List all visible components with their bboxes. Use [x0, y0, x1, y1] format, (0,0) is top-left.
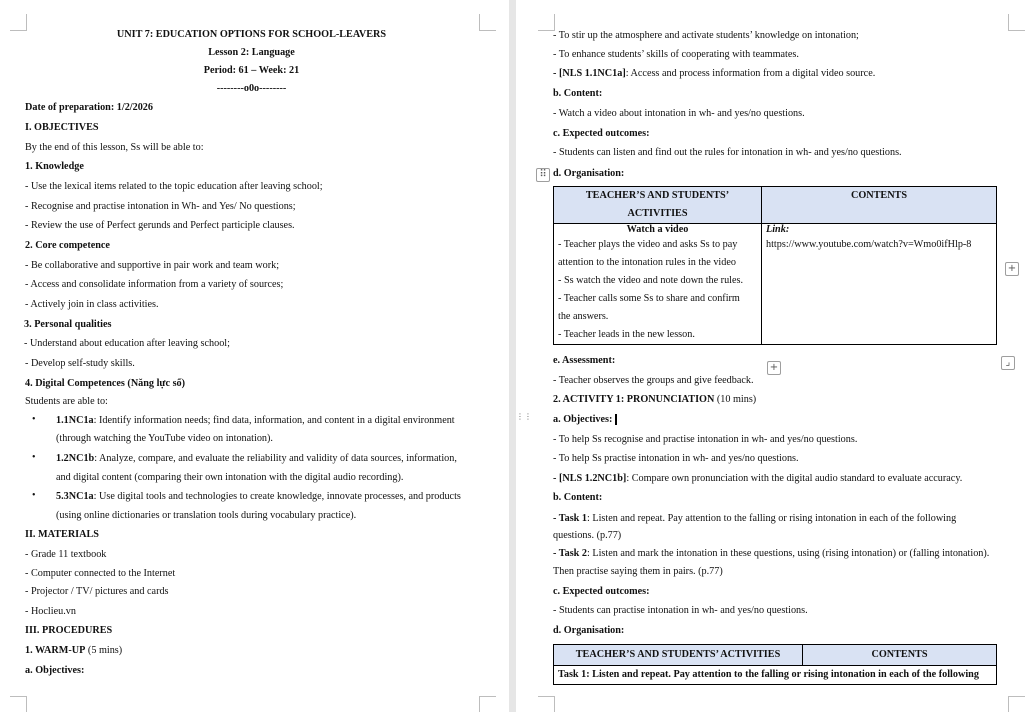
procedures-heading: III. PROCEDURES	[25, 625, 113, 636]
bullet-icon: •	[32, 414, 36, 425]
document-title: UNIT 7: EDUCATION OPTIONS FOR SCHOOL-LEAVERS	[116, 29, 387, 40]
warmup-objectives-heading: a. Objectives:	[25, 665, 85, 676]
core-item: - Be collaborative and supportive in pair work and team work;	[25, 260, 280, 271]
table-header-activities: TEACHER’S AND STUDENTS’ ACTIVITIES	[554, 187, 762, 224]
document-page-left	[0, 0, 509, 712]
objectives-heading: I. OBJECTIVES	[25, 122, 99, 133]
outcomes-heading: c. Expected outcomes:	[553, 586, 650, 597]
table-row-task1[interactable]: Task 1: Listen and repeat. Pay attention to the falling or rising intonation in each of the following	[554, 666, 997, 685]
table-cell-contents[interactable]: Link: https://www.youtube.com/watch?v=Wmo0ifHlp-8	[762, 224, 997, 345]
table-header-activities: TEACHER’S AND STUDENTS’ ACTIVITIES	[554, 645, 803, 666]
table-header-contents: CONTENTS	[762, 187, 997, 224]
knowledge-item: - Review the use of Perfect gerunds and Perfect participle clauses.	[25, 220, 295, 231]
warmup-heading: 1. WARM-UP (5 mins)	[25, 645, 123, 656]
objective-item: - To enhance students’ skills of cooperating with teammates.	[553, 49, 799, 60]
add-row-button[interactable]: +	[767, 361, 781, 375]
objective-item: - To stir up the atmosphere and activate students’ knowledge on intonation;	[553, 30, 859, 41]
materials-item: - Grade 11 textbook	[25, 549, 107, 560]
margin-corner-mark	[538, 696, 555, 712]
personal-item: - Develop self-study skills.	[25, 358, 135, 369]
digital-item-cont: and digital content (comparing their own intonation with the digital audio recording).	[56, 472, 404, 483]
materials-heading: II. MATERIALS	[25, 529, 99, 540]
task1-item: - Task 1: Listen and repeat. Pay attention to the falling or rising intonation in each of the following	[553, 513, 957, 524]
preparation-date: Date of preparation: 1/2/2026	[25, 102, 153, 113]
nls-objective: - [NLS 1.1NC1a]: Access and process information from a digital video source.	[553, 68, 876, 79]
drag-handle-icon[interactable]: ⋮⋮	[516, 411, 530, 435]
digital-item-cont: (through watching the YouTube video on intonation).	[56, 433, 273, 444]
margin-corner-mark	[10, 696, 27, 712]
lesson-title: Lesson 2: Language	[208, 47, 295, 58]
organisation-table-2	[553, 644, 997, 685]
activity1-objectives-heading[interactable]: a. Objectives:	[553, 414, 617, 426]
nls-objective: - [NLS 1.2NC1b]: Compare own pronunciation with the digital audio standard to evaluate accuracy.	[553, 473, 963, 484]
knowledge-item: - Recognise and practise intonation in Wh- and Yes/ No questions;	[25, 201, 296, 212]
table-cell-activities[interactable]: Watch a video - Teacher plays the video and asks Ss to pay attention to the intonation rules in the video - Ss watch the video and note down the rules. - Teacher calls some Ss to share and confirm the answers. - Teacher leads in the new lesson.	[554, 224, 762, 345]
table-header-contents: CONTENTS	[803, 645, 997, 666]
add-column-button[interactable]: +	[1005, 262, 1019, 276]
organisation-heading: d. Organisation:	[553, 625, 625, 636]
table-resize-handle[interactable]: ⌟	[1001, 356, 1015, 370]
margin-corner-mark	[1008, 696, 1025, 712]
period-info: Period: 61 – Week: 21	[203, 65, 300, 76]
task2-item: - Task 2: Listen and mark the intonation in these questions, using (rising intonation) or (falling intonation).	[553, 548, 990, 559]
separator: --------o0o--------	[216, 83, 287, 94]
table-move-handle[interactable]: ⠿	[536, 168, 550, 182]
core-heading: 2. Core competence	[25, 240, 110, 251]
objective-item: - To help Ss practise intonation in wh- and yes/no questions.	[553, 453, 799, 464]
text-cursor	[615, 414, 617, 425]
outcomes-heading: c. Expected outcomes:	[553, 128, 650, 139]
outcomes-item: - Students can listen and find out the rules for intonation in wh- and yes/no questions.	[553, 147, 902, 158]
task1-item-cont: questions. (p.77)	[553, 530, 622, 541]
digital-item: 5.3NC1a: Use digital tools and technologies to create knowledge, innovate processes, and products	[56, 491, 461, 502]
personal-item: - Understand about education after leaving school;	[24, 338, 230, 349]
bullet-icon: •	[32, 452, 36, 463]
digital-heading: 4. Digital Competences (Năng lực số)	[25, 378, 186, 389]
materials-item: - Hoclieu.vn	[25, 606, 76, 617]
content-heading: b. Content:	[553, 88, 603, 99]
digital-item-cont: (using online dictionaries or translation tools during vocabulary practice).	[56, 510, 357, 521]
objectives-intro: By the end of this lesson, Ss will be able to:	[25, 142, 204, 153]
content-item: - Watch a video about intonation in wh- and yes/no questions.	[553, 108, 805, 119]
assessment-heading: e. Assessment:	[553, 355, 616, 366]
video-link[interactable]: https://www.youtube.com/watch?v=Wmo0ifHlp-8	[766, 239, 972, 250]
core-item: - Access and consolidate information from a variety of sources;	[25, 279, 284, 290]
activity1-heading: 2. ACTIVITY 1: PRONUNCIATION (10 mins)	[553, 394, 757, 405]
core-item: - Actively join in class activities.	[25, 299, 159, 310]
bullet-icon: •	[32, 490, 36, 501]
task2-item-cont: Then practise saying them in pairs. (p.77)	[553, 566, 723, 577]
digital-item: 1.1NC1a: Identify information needs; find data, information, and content in a digital environment	[56, 415, 455, 426]
content-heading: b. Content:	[553, 492, 603, 503]
materials-item: - Projector / TV/ pictures and cards	[25, 586, 169, 597]
organisation-table	[553, 186, 997, 345]
organisation-heading: d. Organisation:	[553, 168, 625, 179]
digital-intro: Students are able to:	[25, 396, 108, 407]
margin-corner-mark	[479, 696, 496, 712]
knowledge-heading: 1. Knowledge	[25, 161, 84, 172]
digital-item: 1.2NC1b: Analyze, compare, and evaluate the reliability and validity of data sources, information,	[56, 453, 457, 464]
objective-item: - To help Ss recognise and practise intonation in wh- and yes/no questions.	[553, 434, 858, 445]
knowledge-item: - Use the lexical items related to the topic education after leaving school;	[25, 181, 323, 192]
outcomes-item: - Students can practise intonation in wh- and yes/no questions.	[553, 605, 808, 616]
margin-corner-mark	[538, 14, 555, 31]
margin-corner-mark	[1008, 14, 1025, 31]
document-page-right	[516, 0, 1033, 712]
assessment-item: - Teacher observes the groups and give feedback.	[553, 375, 754, 386]
personal-heading: 3. Personal qualities	[24, 319, 112, 330]
materials-item: - Computer connected to the Internet	[25, 568, 176, 579]
